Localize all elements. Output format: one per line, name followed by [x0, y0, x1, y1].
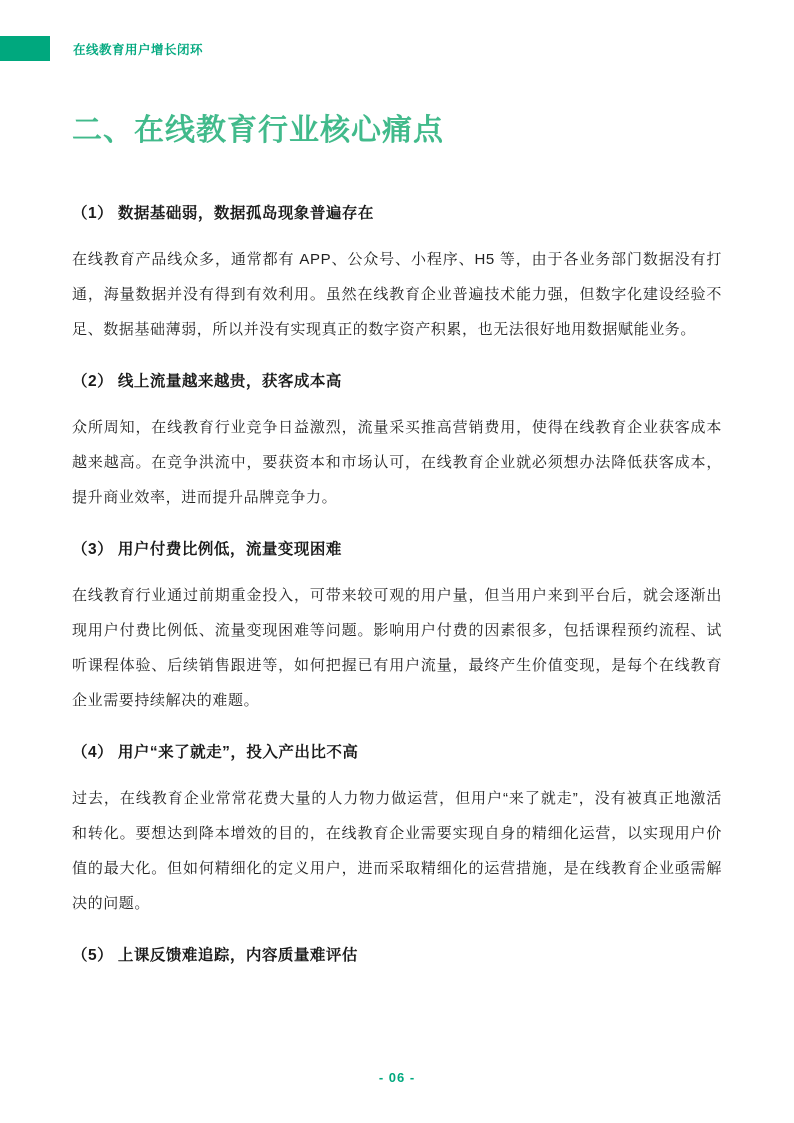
section-heading-5: （5） 上课反馈难追踪，内容质量难评估 — [72, 947, 358, 964]
section-heading-2: （2） 线上流量越来越贵，获客成本高 — [72, 373, 342, 390]
page-title: 二、在线教育行业核心痛点 — [72, 114, 444, 147]
section-heading-3: （3） 用户付费比例低，流量变现困难 — [72, 541, 342, 558]
section-body-3: 在线教育行业通过前期重金投入，可带来较可观的用户量，但当用户来到平台后，就会逐渐出现用户付费比例低、流量变现困难等问题。影响用户付费的因素很多，包括课程预约流程、试听课程体验、后续销售跟进等，如何把握已有用户流量，最终产生价值变现，是每个在线教育企业需要持续解决的难题。 — [72, 587, 722, 709]
header-accent-block — [0, 36, 50, 61]
page-number: - 06 - — [378, 1070, 416, 1085]
section-body-1: 在线教育产品线众多，通常都有 APP、公众号、小程序、H5 等，由于各业务部门数据没有打通，海量数据并没有得到有效利用。虽然在线教育企业普遍技术能力强，但数字化建设经验不足、数据基础薄弱，所以并没有实现真正的数字资产积累，也无法很好地用数据赋能业务。 — [72, 251, 722, 338]
section-heading-4: （4） 用户“来了就走”，投入产出比不高 — [72, 744, 359, 761]
page-header — [0, 0, 794, 61]
section-body-2: 众所周知，在线教育行业竞争日益激烈，流量采买推高营销费用，使得在线教育企业获客成本越来越高。在竞争洪流中，要获资本和市场认可，在线教育企业就必须想办法降低获客成本，提升商业效率，进而提升品牌竞争力。 — [72, 419, 722, 506]
section-heading-1: （1） 数据基础弱，数据孤岛现象普遍存在 — [72, 205, 374, 222]
running-header-title: 在线教育用户增长闭环 — [73, 42, 204, 57]
section-body-4: 过去，在线教育企业常常花费大量的人力物力做运营，但用户“来了就走”，没有被真正地激活和转化。要想达到降本增效的目的，在线教育企业需要实现自身的精细化运营，以实现用户价值的最大化。但如何精细化的定义用户，进而采取精细化的运营措施，是在线教育企业亟需解决的问题。 — [72, 790, 722, 912]
